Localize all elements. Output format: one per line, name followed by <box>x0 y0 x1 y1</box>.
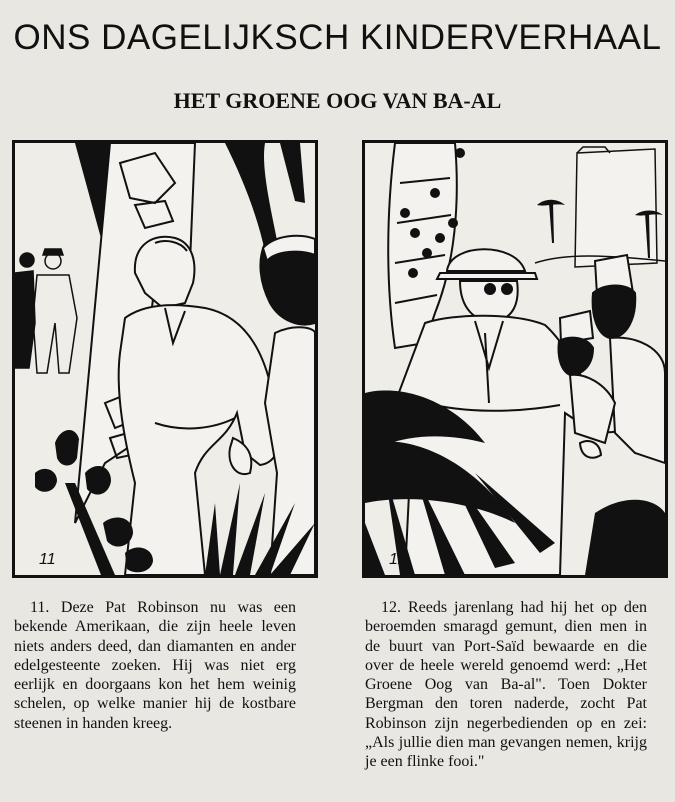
panel-number: 12 <box>389 551 407 568</box>
page-title: ONS DAGELIJKSCH KINDERVERHAAL <box>13 18 662 57</box>
caption-text: Deze Pat Robinson nu was een bekende Amerikaan, die zijn heele leven niets anders deed, dan diamanten en ander edelgesteente zoeken. Hij was niet erg eerlijk en doorgaans kon het hem weinig schelen, op welke manier hij de kostbare steenen in handen kreeg. <box>14 599 297 732</box>
panel-11-illustration <box>15 143 315 575</box>
caption-number: 12. <box>381 599 401 616</box>
caption-number: 11. <box>30 599 50 616</box>
panel-12-illustration <box>365 143 665 575</box>
caption-12 <box>365 598 647 772</box>
caption-11 <box>14 598 296 733</box>
comic-panel-12 <box>362 140 668 578</box>
caption-text: Reeds jarenlang had hij het op den beroemden smaragd gemunt, dien men in de buurt van Port-Saïd bewaarde en die over de heele wereld genoemd werd: „Het Groene Oog van Ba-al". Toen Dokter Bergman den toren naderde, zocht Pat Robinson zijn negerbedienden op en zei: „Als jullie dien man gevangen nemen, krijg je een flinke fooi." <box>365 599 648 771</box>
story-subtitle: HET GROENE OOG VAN BA-AL <box>173 88 502 113</box>
comic-panel-11 <box>12 140 318 578</box>
panel-number: 11 <box>39 551 56 568</box>
